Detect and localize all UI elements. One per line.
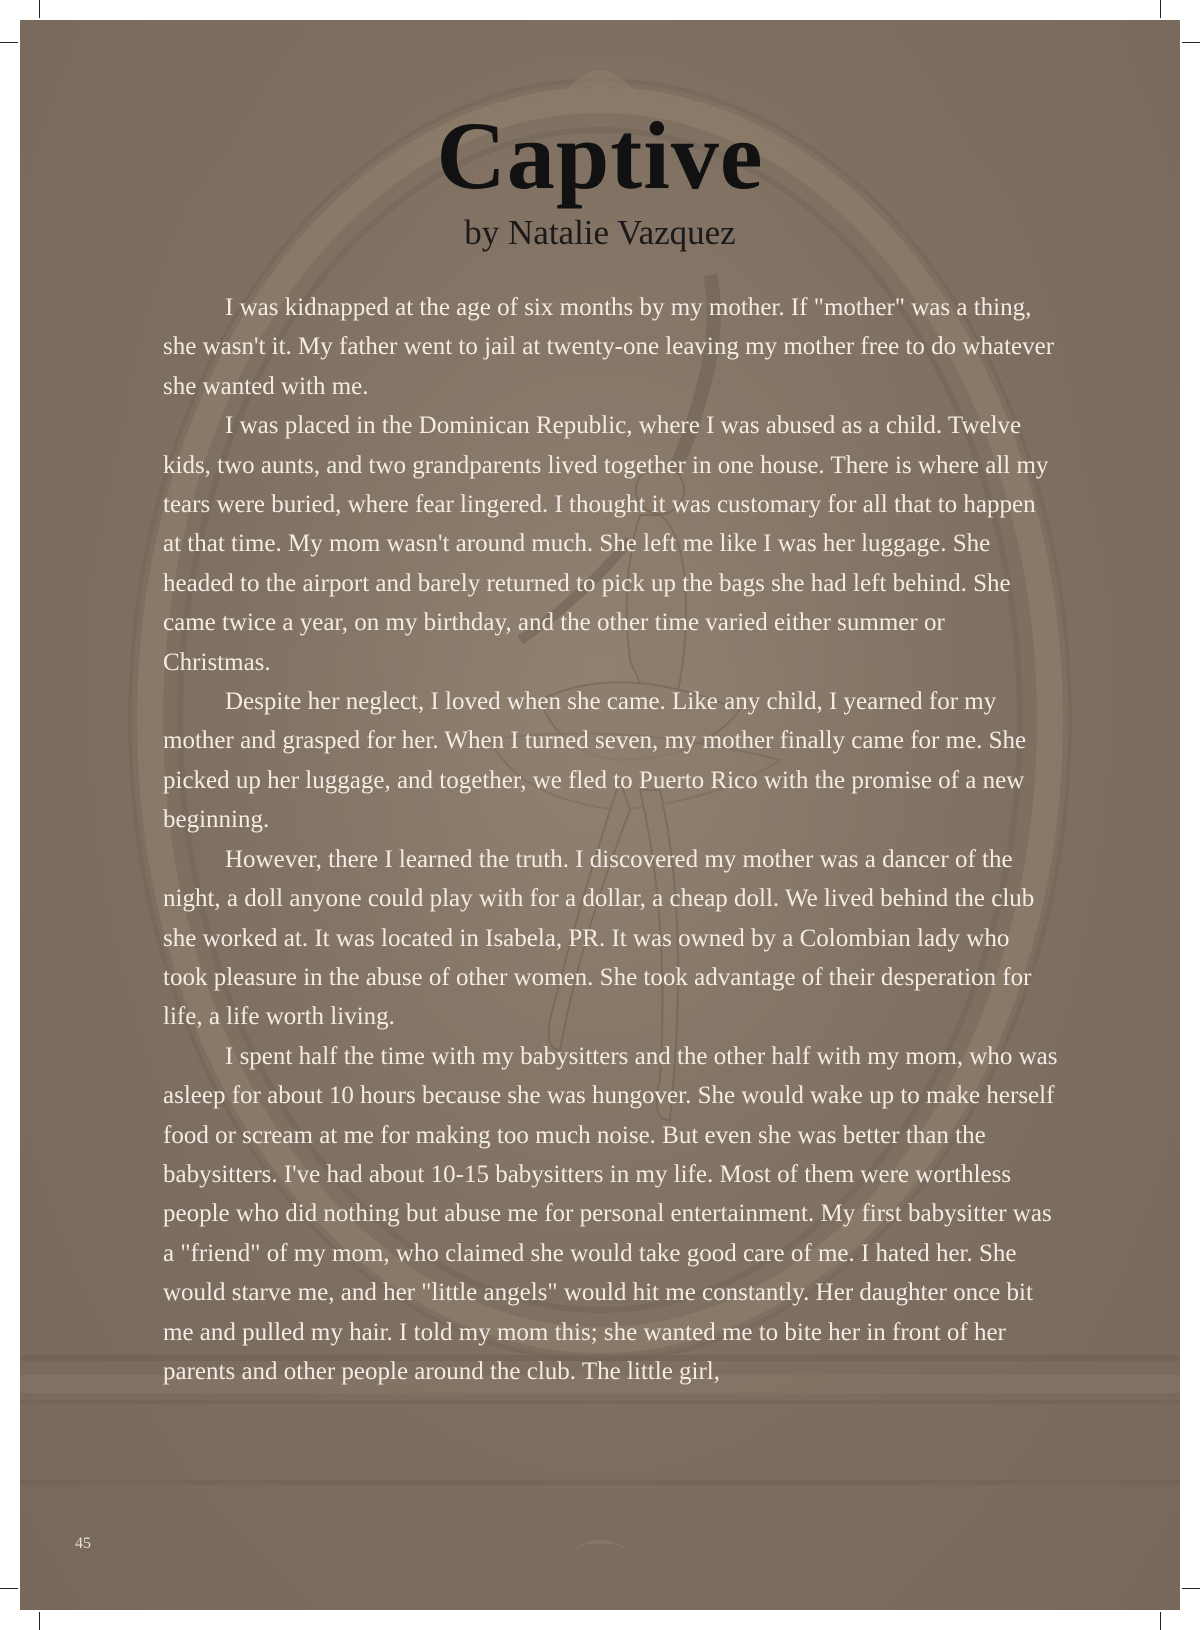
crop-mark [39, 0, 40, 18]
crop-mark [39, 1612, 40, 1630]
page-number: 45 [75, 1535, 91, 1552]
article-byline: by Natalie Vazquez [464, 213, 736, 252]
magazine-page [20, 20, 1180, 1610]
article-body [163, 288, 1058, 1391]
article-paragraph: I was placed in the Dominican Republic, where I was abused as a child. Twelve kids, two aunts, and two grandparents lived together in one house. There is where all my tears were buried, where fear lingered. I thought it was customary for all that to happen at that time. My mom wasn't around much. She left me like I was her luggage. She headed to the airport and barely returned to pick up the bags she had left behind. She came twice a year, on my birthday, and the other time varied either summer or Christmas. [163, 412, 1049, 676]
article-paragraph: However, there I learned the truth. I discovered my mother was a dancer of the night, a doll anyone could play with for a dollar, a cheap doll. We lived behind the club she worked at. It was located in Isabela, PR. It was owned by a Colombian lady who took pleasure in the abuse of other women. She took advantage of their desperation for life, a life worth living. [163, 845, 1035, 1031]
crop-mark [1160, 0, 1161, 18]
article-title: Captive [436, 102, 764, 209]
crop-mark [0, 42, 18, 43]
crop-mark [1182, 42, 1200, 43]
article-paragraph: Despite her neglect, I loved when she came. Like any child, I yearned for my mother and grasped for her. When I turned seven, my mother finally came for me. She picked up her luggage, and together, we fled to Puerto Rico with the promise of a new beginning. [163, 688, 1027, 834]
crop-mark [1182, 1588, 1200, 1589]
article-paragraph: I was kidnapped at the age of six months by my mother. If "mother" was a thing, she wasn't it. My father went to jail at twenty-one leaving my mother free to do whatever she wanted with me. [163, 294, 1055, 400]
crop-mark [1160, 1612, 1161, 1630]
crop-mark [0, 1588, 18, 1589]
article-paragraph: I spent half the time with my babysitters and the other half with my mom, who was asleep for about 10 hours because she was hungover. She would wake up to make herself food or scream at me for making too much noise. But even she was better than the babysitters. I've had about 10-15 babysitters in my life. Most of them were worthless people who did nothing but abuse me for personal entertainment. My first babysitter was a "friend" of my mom, who claimed she would take good care of me. I hated her. She would starve me, and her "little angels" would hit me constantly. Her daughter once bit me and pulled my hair. I told my mom this; she wanted me to bite her in front of her parents and other people around the club. The little girl, [163, 1042, 1058, 1385]
